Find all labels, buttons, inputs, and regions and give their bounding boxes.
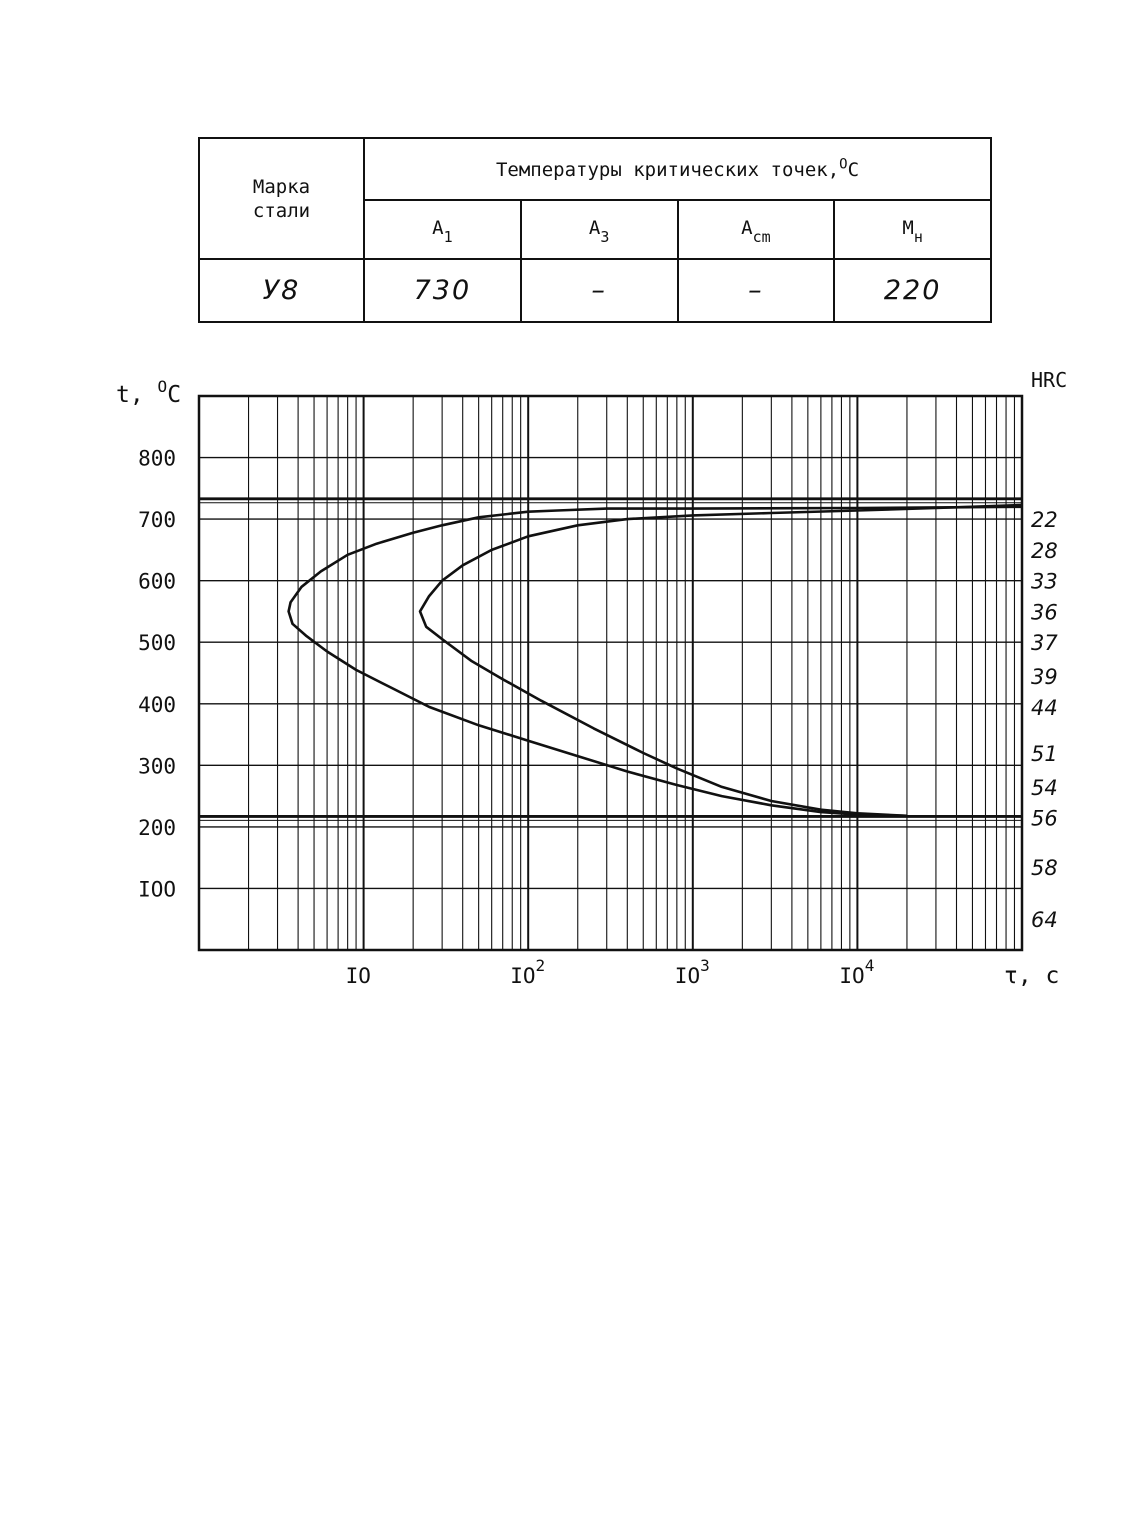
y-axis-label: t, $^O$C xyxy=(116,377,182,408)
y-tick-label: 500 xyxy=(138,631,176,656)
y-tick-label: 200 xyxy=(138,815,176,840)
y-tick-label: 600 xyxy=(138,569,176,594)
y-tick-label: 400 xyxy=(138,692,176,717)
acm-value: – xyxy=(748,275,764,306)
col-header-a3-sub: 3 xyxy=(600,228,610,247)
col-header-acm-base: A xyxy=(741,216,753,239)
cell-acm xyxy=(678,259,835,322)
chart-grid xyxy=(199,396,1022,950)
hrc-value-label: 44 xyxy=(1031,695,1058,720)
critical-temps-header xyxy=(495,156,860,182)
cell-mn xyxy=(834,259,991,322)
x-tick-label: $IO^4$ xyxy=(839,956,875,988)
hrc-value-label: 28 xyxy=(1031,538,1058,563)
hrc-value-label: 64 xyxy=(1031,908,1058,933)
cell-grade xyxy=(199,259,364,322)
cell-a1 xyxy=(364,259,521,322)
col-header-mn-sub: н xyxy=(913,228,923,247)
a3-value: – xyxy=(591,275,607,306)
chart-curves xyxy=(289,505,1022,816)
col-header-a3-base: A xyxy=(588,216,601,239)
y-tick-label: 800 xyxy=(138,446,176,471)
col-header-mn-base: M xyxy=(902,216,914,239)
grade-header-line-1: Марка xyxy=(252,175,311,198)
transformation-start-curve xyxy=(289,507,1022,816)
y-tick-label: 300 xyxy=(138,754,176,779)
x-tick-label: IO xyxy=(345,964,371,988)
critical-temps-header-unit: C xyxy=(847,159,860,182)
steel-grade-value: У8 xyxy=(262,275,301,306)
hrc-value-label: 22 xyxy=(1031,508,1058,533)
hrc-value-label: 33 xyxy=(1031,569,1058,594)
cell-a3 xyxy=(521,259,678,322)
col-header-acm-sub: cm xyxy=(752,228,771,247)
hrc-value-label: 39 xyxy=(1031,665,1058,690)
y-tick-label: 700 xyxy=(138,508,176,533)
hrc-value-label: 51 xyxy=(1031,742,1058,767)
chart-labels xyxy=(116,368,1067,989)
col-header-a1 xyxy=(364,200,521,259)
critical-temps-header-text: Температуры критических точек, xyxy=(495,159,840,182)
hrc-value-label: 37 xyxy=(1031,631,1058,656)
x-tick-label: $IO^3$ xyxy=(674,956,710,988)
col-header-a1-sub: 1 xyxy=(443,228,453,247)
grade-header-line-2: стали xyxy=(252,199,311,222)
col-header-mn xyxy=(834,200,991,259)
hrc-value-label: 56 xyxy=(1031,806,1058,831)
col-header-acm xyxy=(678,200,835,259)
plot-frame xyxy=(199,396,1022,950)
hrc-axis-label: HRC xyxy=(1031,368,1068,392)
grade-header-cell xyxy=(199,138,364,259)
critical-temps-header-cell xyxy=(364,138,991,200)
ttt-diagram xyxy=(0,360,1132,1020)
hrc-value-label: 36 xyxy=(1031,600,1058,625)
col-header-a3 xyxy=(521,200,678,259)
chart-lines xyxy=(199,499,1022,821)
x-axis-label: τ, с xyxy=(1004,963,1060,989)
a1-value: 730 xyxy=(413,275,472,306)
degree-symbol: O xyxy=(839,156,848,173)
x-tick-label: $IO^2$ xyxy=(510,956,546,988)
transformation-end-curve xyxy=(420,505,1022,816)
y-tick-label: IOO xyxy=(138,877,176,902)
hrc-value-label: 58 xyxy=(1031,855,1058,880)
hrc-value-label: 54 xyxy=(1031,775,1058,800)
col-header-a1-base: A xyxy=(432,216,444,239)
mn-value: 220 xyxy=(883,275,942,306)
critical-points-table xyxy=(198,137,992,323)
